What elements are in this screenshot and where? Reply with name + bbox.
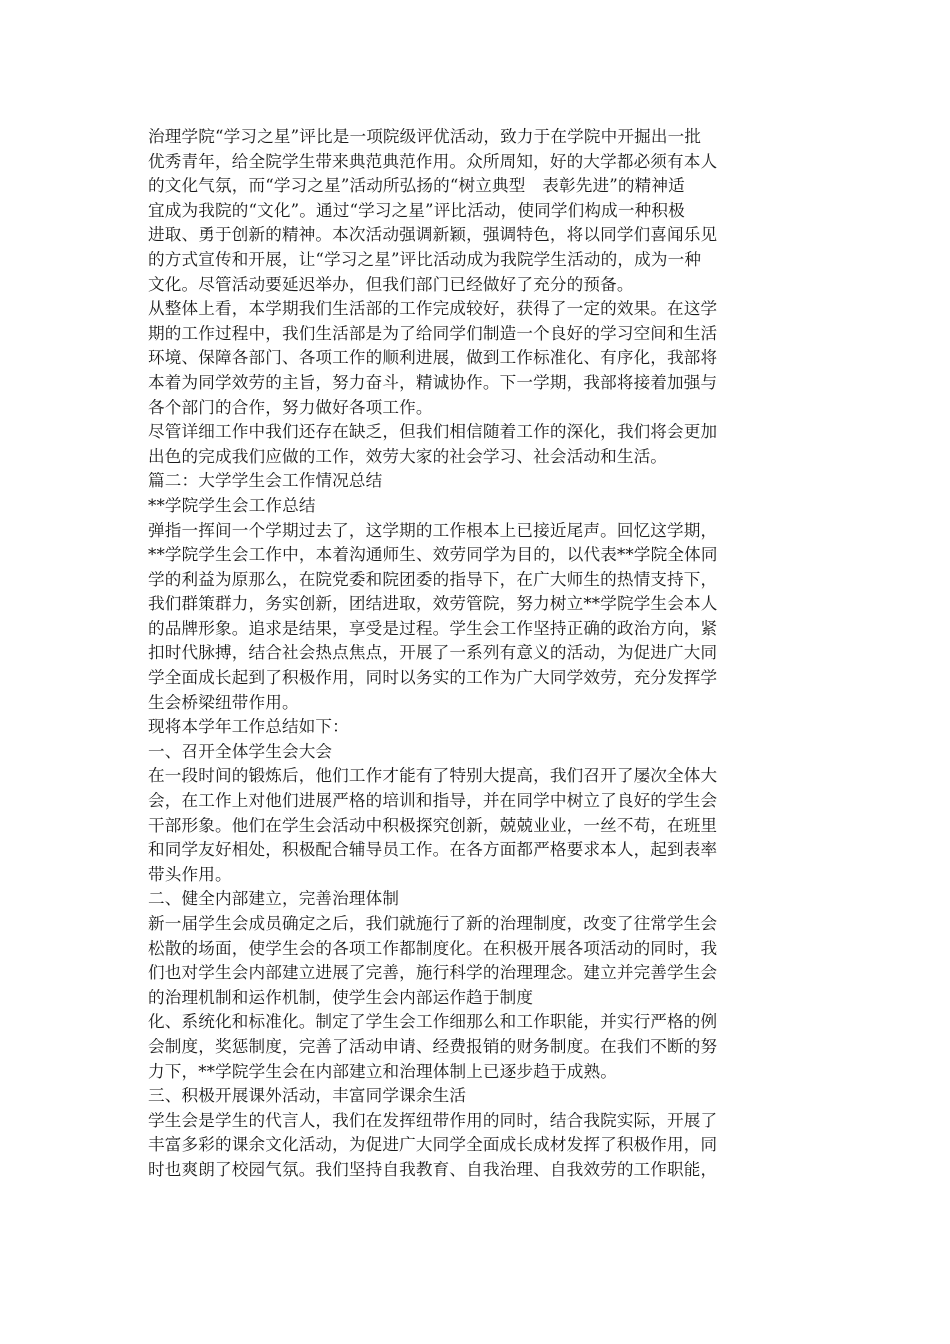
text-line: 的方式宣传和开展，让“学习之星”评比活动成为我院学生活动的，成为一种 <box>148 249 702 269</box>
paragraph-overall-summary <box>148 297 808 420</box>
text-line: 丰富多彩的课余文化活动，为促进广大同学全面成长成材发挥了积极作用，同 <box>148 1135 718 1155</box>
text-line: 会制度，奖惩制度，完善了活动申请、经费报销的财务制度。在我们不断的努 <box>148 1036 718 1056</box>
text-line: 弹指一挥间一个学期过去了，这学期的工作根本上已接近尾声。回忆这学期， <box>148 520 718 540</box>
paragraph-shortcomings <box>148 420 808 469</box>
text-line: 环境、保障各部门、各项工作的顺利进展，做到工作标准化、有序化，我部将 <box>148 348 718 368</box>
text-line: 生会桥梁纽带作用。 <box>148 692 299 712</box>
text-line: 优秀青年，给全院学生带来典范典范作用。众所周知，好的大学都必须有本人 <box>148 151 718 171</box>
text-line: 在一段时间的锻炼后，他们工作才能有了特别大提高，我们召开了屡次全体大 <box>148 766 718 786</box>
text-line: 的品牌形象。追求是结果，享受是过程。学生会工作坚持正确的政治方向，紧 <box>148 618 718 638</box>
text-line: 学生会是学生的代言人，我们在发挥纽带作用的同时，结合我院实际，开展了 <box>148 1110 718 1130</box>
text-line: 力下，**学院学生会在内部建立和治理体制上已逐步趋于成熟。 <box>148 1061 617 1081</box>
text-line: 会，在工作上对他们进展严格的培训和指导，并在同学中树立了良好的学生会 <box>148 791 718 811</box>
section-heading-three <box>148 1084 808 1109</box>
text-line: 出色的完成我们应做的工作，效劳大家的社会学习、社会活动和生活。 <box>148 446 668 466</box>
text-line: 扣时代脉搏，结合社会热点焦点，开展了一系列有意义的活动，为促进广大同 <box>148 643 718 663</box>
text-line: 进取、勇于创新的精神。本次活动强调新颖，强调特色，将以同学们喜闻乐见 <box>148 225 718 245</box>
text-line: 现将本学年工作总结如下： <box>148 717 349 737</box>
text-line: 期的工作过程中，我们生活部是为了给同学们制造一个良好的学习空间和生活 <box>148 323 718 343</box>
text-line: 篇二：大学学生会工作情况总结 <box>148 471 383 491</box>
text-line: 和同学友好相处，积极配合辅导员工作。在各方面都严格要求本人，起到表率 <box>148 840 718 860</box>
paragraph-intro-study-star <box>148 125 808 297</box>
text-line: **学院学生会工作总结 <box>148 495 316 515</box>
text-line: 时也爽朗了校园气氛。我们坚持自我教育、自我治理、自我效劳的工作职能， <box>148 1159 718 1179</box>
text-line: 文化。尽管活动要延迟举办，但我们部门已经做好了充分的预备。 <box>148 274 634 294</box>
paragraph-summary-intro <box>148 715 808 740</box>
paragraph-section-two-b <box>148 1010 808 1084</box>
text-line: 宜成为我院的“文化”。通过“学习之星”评比活动，使同学们构成一种积极 <box>148 200 685 220</box>
text-line: 我们群策群力，务实创新，团结进取，效劳管院，努力树立**学院学生会本人 <box>148 594 718 614</box>
text-line: 的治理机制和运作机制，使学生会内部运作趋于制度 <box>148 987 534 1007</box>
text-line: 带头作用。 <box>148 864 232 884</box>
text-line: 三、积极开展课外活动，丰富同学课余生活 <box>148 1086 467 1106</box>
text-line: 的文化气氛，而“学习之星”活动所弘扬的“树立典型 表彰先进”的精神适 <box>148 176 685 196</box>
text-line: 学全面成长起到了积极作用，同时以务实的工作为广大同学效劳，充分发挥学 <box>148 668 718 688</box>
text-line: 本着为同学效劳的主旨，努力奋斗，精诚协作。下一学期，我部将接着加强与 <box>148 372 718 392</box>
text-line: 二、健全内部建立，完善治理体制 <box>148 889 400 909</box>
text-line: 新一届学生会成员确定之后，我们就施行了新的治理制度，改变了往常学生会 <box>148 914 718 933</box>
section-heading-one <box>148 740 808 765</box>
subheading-student-union-summary <box>148 494 808 519</box>
paragraph-section-three <box>148 1109 808 1183</box>
text-line: 们也对学生会内部建立进展了完善，施行科学的治理理念。建立并完善学生会 <box>148 963 718 983</box>
text-line: 学的利益为原那么，在院党委和院团委的指导下，在广大师生的热情支持下， <box>148 569 718 589</box>
text-line: **学院学生会工作中，本着沟通师生、效劳同学为目的，以代表**学院全体同 <box>148 545 718 565</box>
text-line: 尽管详细工作中我们还存在缺乏，但我们相信随着工作的深化，我们将会更加 <box>148 422 718 442</box>
text-line: 治理学院“学习之星”评比是一项院级评优活动，致力于在学院中开掘出一批 <box>148 127 702 146</box>
paragraph-section-one <box>148 764 808 887</box>
section-heading-part-two <box>148 469 808 494</box>
text-line: 干部形象。他们在学生会活动中积极探究创新，兢兢业业，一丝不苟，在班里 <box>148 815 718 835</box>
text-line: 化、系统化和标准化。制定了学生会工作细那么和工作职能，并实行严格的例 <box>148 1012 718 1032</box>
text-line: 各个部门的合作，努力做好各项工作。 <box>148 397 433 417</box>
text-line: 从整体上看，本学期我们生活部的工作完成较好，获得了一定的效果。在这学 <box>148 299 718 319</box>
text-line: 松散的场面，使学生会的各项工作都制度化。在积极开展各项活动的同时，我 <box>148 938 718 958</box>
text-line: 一、召开全体学生会大会 <box>148 741 333 761</box>
paragraph-section-two-a <box>148 912 808 1010</box>
document-page <box>148 125 808 1183</box>
section-heading-two <box>148 887 808 912</box>
paragraph-semester-review <box>148 519 808 716</box>
